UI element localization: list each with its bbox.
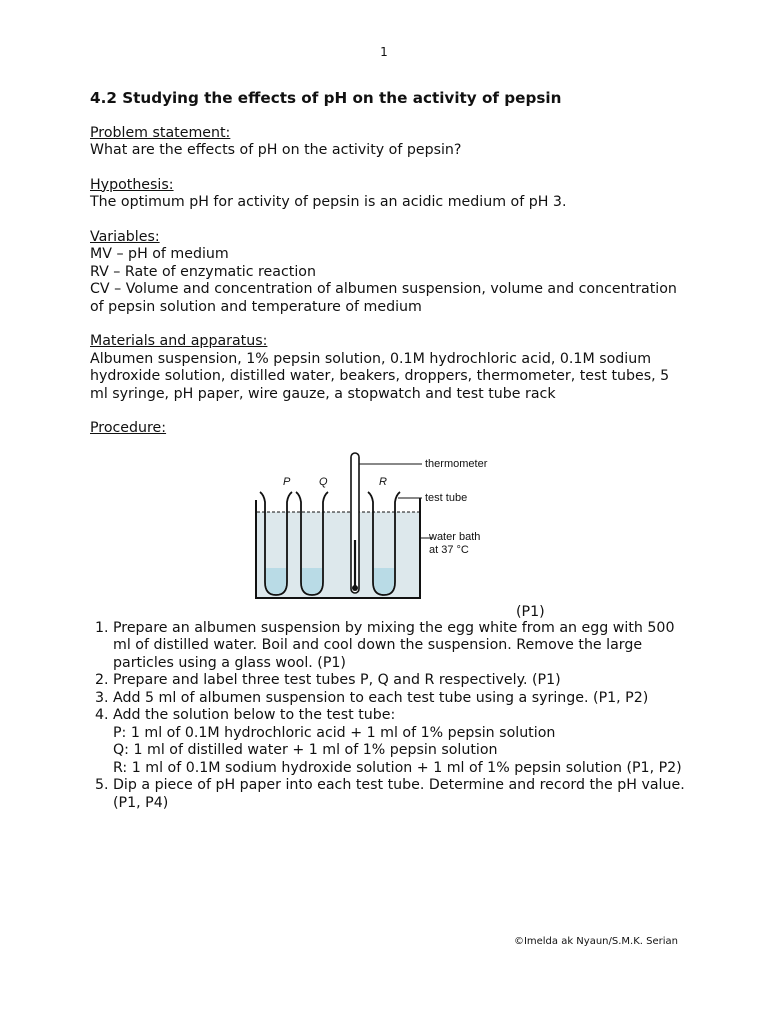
step-4-item-r: R: 1 ml of 0.1M sodium hydroxide solution + 1 ml of 1% pepsin solution (P1, P2)	[113, 759, 682, 776]
water-bath-label: water bath	[429, 530, 481, 543]
procedure-step-4-text: 4. Add the solution below to the test tube:	[113, 707, 396, 723]
materials-heading: Materials and apparatus:	[90, 333, 268, 349]
tube-q-label: Q	[319, 475, 328, 488]
problem-statement-section	[90, 125, 690, 160]
materials-text: Albumen suspension, 1% pepsin solution, 0.1M hydrochloric acid, 0.1M sodium hydroxide solution, distilled water, beakers, droppers, thermometer, test tubes, 5 ml syringe, pH paper, wire gauze, a stopwatch and test tube rack	[90, 350, 670, 402]
procedure-step-5: 5. Dip a piece of pH paper into each test tube. Determine and record the pH value. (P1, P4)	[113, 777, 690, 812]
water-bath-temperature-label: at 37 °C	[429, 543, 469, 556]
hypothesis-heading: Hypothesis:	[90, 176, 174, 193]
solution-r	[374, 568, 394, 594]
procedure-heading: Procedure:	[90, 420, 167, 436]
materials-section	[90, 333, 690, 403]
procedure-step-4	[113, 707, 690, 777]
step-4-item-q: Q: 1 ml of distilled water + 1 ml of 1% pepsin solution	[113, 742, 498, 758]
variable-rv: RV – Rate of enzymatic reaction	[90, 263, 316, 280]
apparatus-figure	[90, 440, 690, 620]
variables-section	[90, 229, 690, 317]
problem-statement-text: What are the effects of pH on the activity of pepsin?	[90, 142, 462, 158]
procedure-step-2: 2. Prepare and label three test tubes P, Q and R respectively. (P1)	[113, 672, 690, 690]
footer-credit: ©Imelda ak Nyaun/S.M.K. Serian	[513, 936, 678, 947]
solution-q	[302, 568, 322, 594]
procedure-step-1: 1. Prepare an albumen suspension by mixing the egg white from an egg with 500 ml of distilled water. Boil and cool down the suspension. Remove the large particles using a glass wool. (P1)	[113, 620, 690, 673]
thermometer-bulb	[352, 585, 358, 591]
step-4-item-p: P: 1 ml of 0.1M hydrochloric acid + 1 ml of 1% pepsin solution	[113, 724, 556, 741]
tube-r-label: R	[379, 475, 387, 488]
tube-p-label: P	[283, 475, 291, 488]
figure-caption: (P1)	[516, 603, 545, 620]
document-body	[90, 90, 690, 812]
procedure-step-3: 3. Add 5 ml of albumen suspension to each test tube using a syringe. (P1, P2)	[113, 690, 690, 708]
apparatus-diagram	[220, 440, 520, 608]
procedure-section	[90, 420, 690, 812]
hypothesis-text: The optimum pH for activity of pepsin is an acidic medium of pH 3.	[90, 194, 567, 210]
variable-mv: MV – pH of medium	[90, 246, 229, 262]
test-tube-label: test tube	[425, 491, 468, 504]
document-title: 4.2 Studying the effects of pH on the activity of pepsin	[90, 89, 562, 107]
thermometer-label: thermometer	[425, 457, 488, 470]
procedure-steps	[90, 620, 690, 813]
hypothesis-section	[90, 177, 690, 212]
problem-statement-heading: Problem statement:	[90, 124, 231, 141]
variables-heading: Variables:	[90, 228, 160, 245]
page-number: 1	[380, 45, 388, 59]
variable-cv: CV – Volume and concentration of albumen suspension, volume and concentration of pepsin solution and temperature of medium	[90, 281, 677, 315]
solution-p	[266, 568, 286, 594]
